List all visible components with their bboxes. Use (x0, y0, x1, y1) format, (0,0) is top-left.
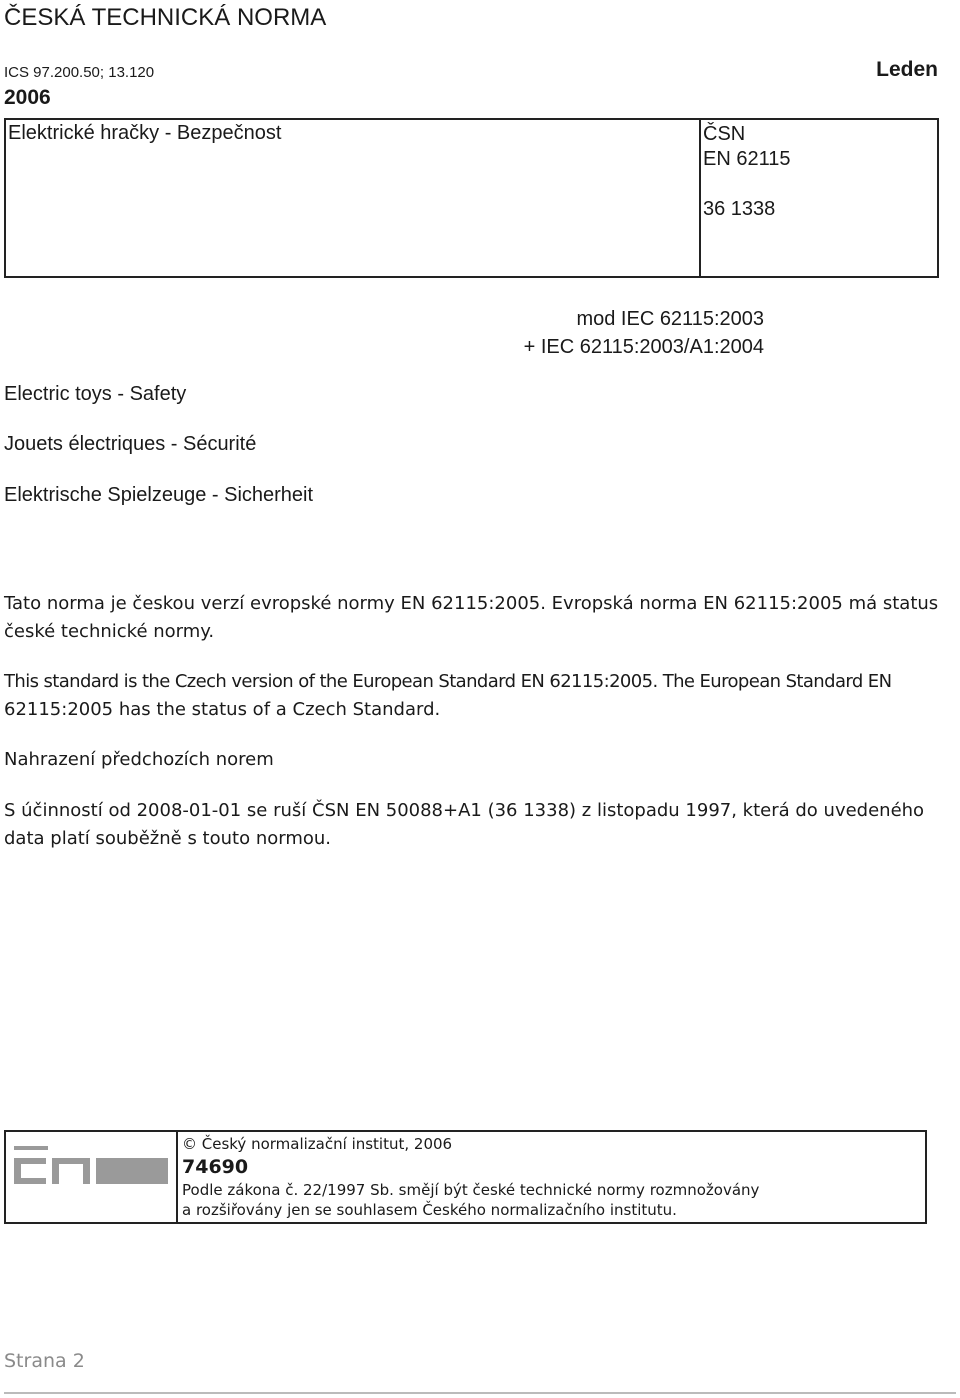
issue-year: 2006 (4, 86, 51, 109)
standard-designation (703, 122, 790, 222)
footer-divider (176, 1132, 178, 1222)
czech-title: Elektrické hračky - Bezpečnost (8, 122, 282, 144)
legal-notice-line-2: a rozšiřovány jen se souhlasem Českého normalizačního institutu. (182, 1201, 677, 1219)
cni-logo-icon (12, 1144, 170, 1184)
legal-notice-line-1: Podle zákona č. 22/1997 Sb. smějí být české technické normy rozmnožovány (182, 1181, 760, 1199)
catalog-number: 74690 (182, 1156, 249, 1178)
english-statement-line-2: 62115:2005 has the status of a Czech Standard. (4, 699, 441, 720)
english-statement (4, 668, 959, 724)
reference-line-1: mod IEC 62115:2003 (576, 308, 764, 330)
title-box-divider (699, 120, 701, 276)
footer-box (4, 1130, 927, 1224)
replacement-text: S účinností od 2008-01-01 se ruší ČSN EN 50088+A1 (36 1338) z listopadu 1997, která do uvedeného data platí souběžně s touto normou. (4, 800, 925, 849)
copyright-notice: © Český normalizační institut, 2006 (182, 1135, 453, 1153)
czech-statement: Tato norma je českou verzí evropské normy EN 62115:2005. Evropská norma EN 62115:2005 má status české technické normy. (4, 593, 939, 642)
english-title: Electric toys - Safety (4, 383, 187, 405)
ics-code: ICS 97.200.50; 13.120 (4, 64, 155, 81)
english-statement-line-1: This standard is the Czech version of the European Standard EN 62115:2005. The European Standard EN (4, 671, 892, 692)
reference-line-2: + IEC 62115:2003/A1:2004 (523, 336, 764, 358)
class-number: 36 1338 (703, 198, 776, 220)
document-title: ČESKÁ TECHNICKÁ NORMA (4, 4, 327, 31)
issue-month: Leden (876, 58, 938, 81)
reference-standards (524, 305, 764, 361)
french-title: Jouets électriques - Sécurité (4, 433, 257, 455)
german-title: Elektrische Spielzeuge - Sicherheit (4, 484, 314, 506)
footer-text (182, 1134, 759, 1220)
csn-label: ČSN (703, 123, 746, 145)
bottom-rule (4, 1392, 956, 1394)
en-number: EN 62115 (703, 148, 791, 170)
page-number: Strana 2 (4, 1350, 85, 1372)
title-box (4, 118, 939, 278)
replacement-heading: Nahrazení předchozích norem (4, 749, 274, 770)
